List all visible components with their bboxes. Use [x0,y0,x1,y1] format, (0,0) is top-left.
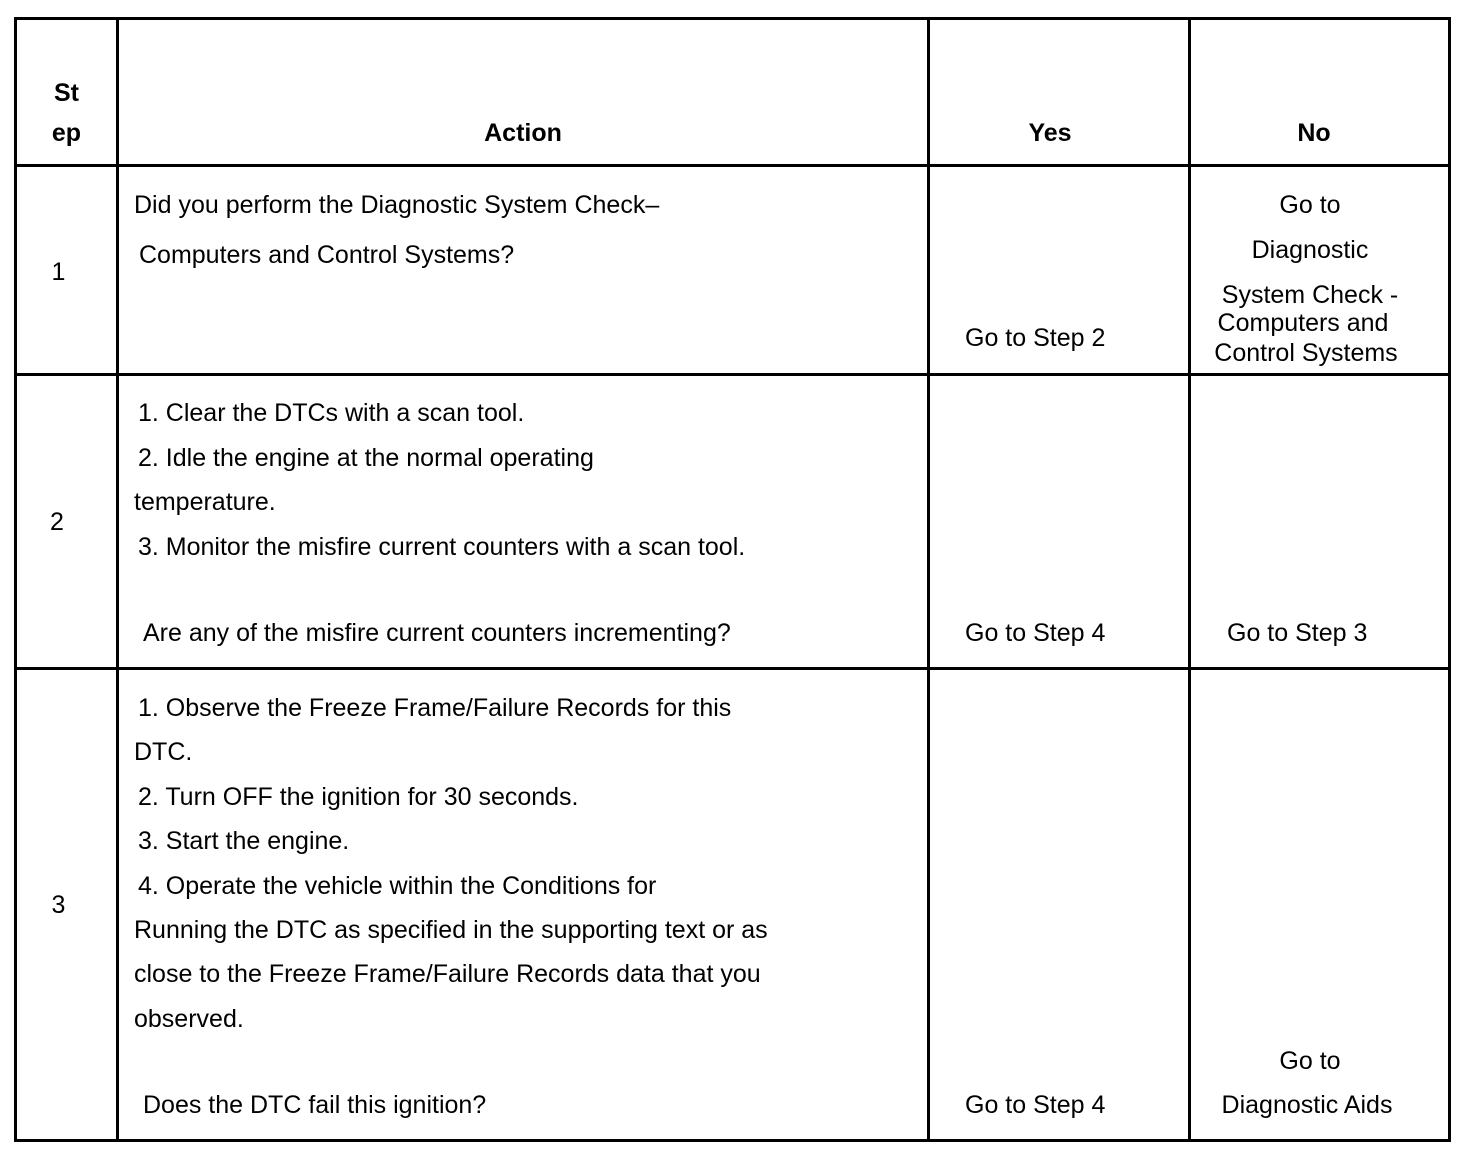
step-number: 2 [50,508,64,536]
no-result: Diagnostic Aids [1221,1091,1393,1119]
column-divider-step [116,17,119,1142]
action-line: observed. [134,1005,244,1033]
no-result: Control Systems [1214,339,1398,367]
action-line: Does the DTC fail this ignition? [143,1091,487,1119]
action-line: 1. Clear the DTCs with a scan tool. [138,399,525,427]
action-line: temperature. [134,488,276,516]
header-yes: Yes [1028,119,1072,147]
action-line: 2. Turn OFF the ignition for 30 seconds. [138,783,579,811]
row-divider-1 [14,373,1451,376]
action-line: DTC. [134,738,193,766]
header-divider [14,164,1451,167]
header-step-line2: ep [51,119,82,147]
yes-result: Go to Step 2 [965,324,1106,352]
header-action: Action [484,119,562,147]
table-border-top [14,17,1451,20]
table-border-right [1448,17,1451,1142]
action-line: 4. Operate the vehicle within the Conditions for [138,872,657,900]
action-line: 1. Observe the Freeze Frame/Failure Records for this [138,694,732,722]
table-border-bottom [14,1139,1451,1142]
action-line: Computers and Control Systems? [139,241,515,269]
header-no: No [1297,119,1331,147]
yes-result: Go to Step 4 [965,1091,1106,1119]
column-divider-yes [1188,17,1191,1142]
header-step-line1: St [54,79,79,107]
table-border-left [14,17,17,1142]
no-result: Go to Step 3 [1227,619,1368,647]
action-line: close to the Freeze Frame/Failure Records data that you [134,960,761,988]
no-result: Go to [1279,191,1341,219]
action-line: Are any of the misfire current counters incrementing? [143,619,731,647]
action-line: 3. Start the engine. [138,827,350,855]
action-line: Did you perform the Diagnostic System Check– [134,191,660,219]
no-result: Go to [1279,1047,1341,1075]
column-divider-action [927,17,930,1142]
yes-result: Go to Step 4 [965,619,1106,647]
step-number: 1 [51,258,66,286]
action-line: 3. Monitor the misfire current counters with a scan tool. [138,533,746,561]
step-number: 3 [51,891,66,919]
action-line: Running the DTC as specified in the supporting text or as [134,916,768,944]
no-result: Computers and [1217,309,1389,337]
no-result: System Check - [1221,281,1399,309]
row-divider-2 [14,667,1451,670]
action-line: 2. Idle the engine at the normal operating [138,444,594,472]
no-result: Diagnostic [1251,236,1369,264]
